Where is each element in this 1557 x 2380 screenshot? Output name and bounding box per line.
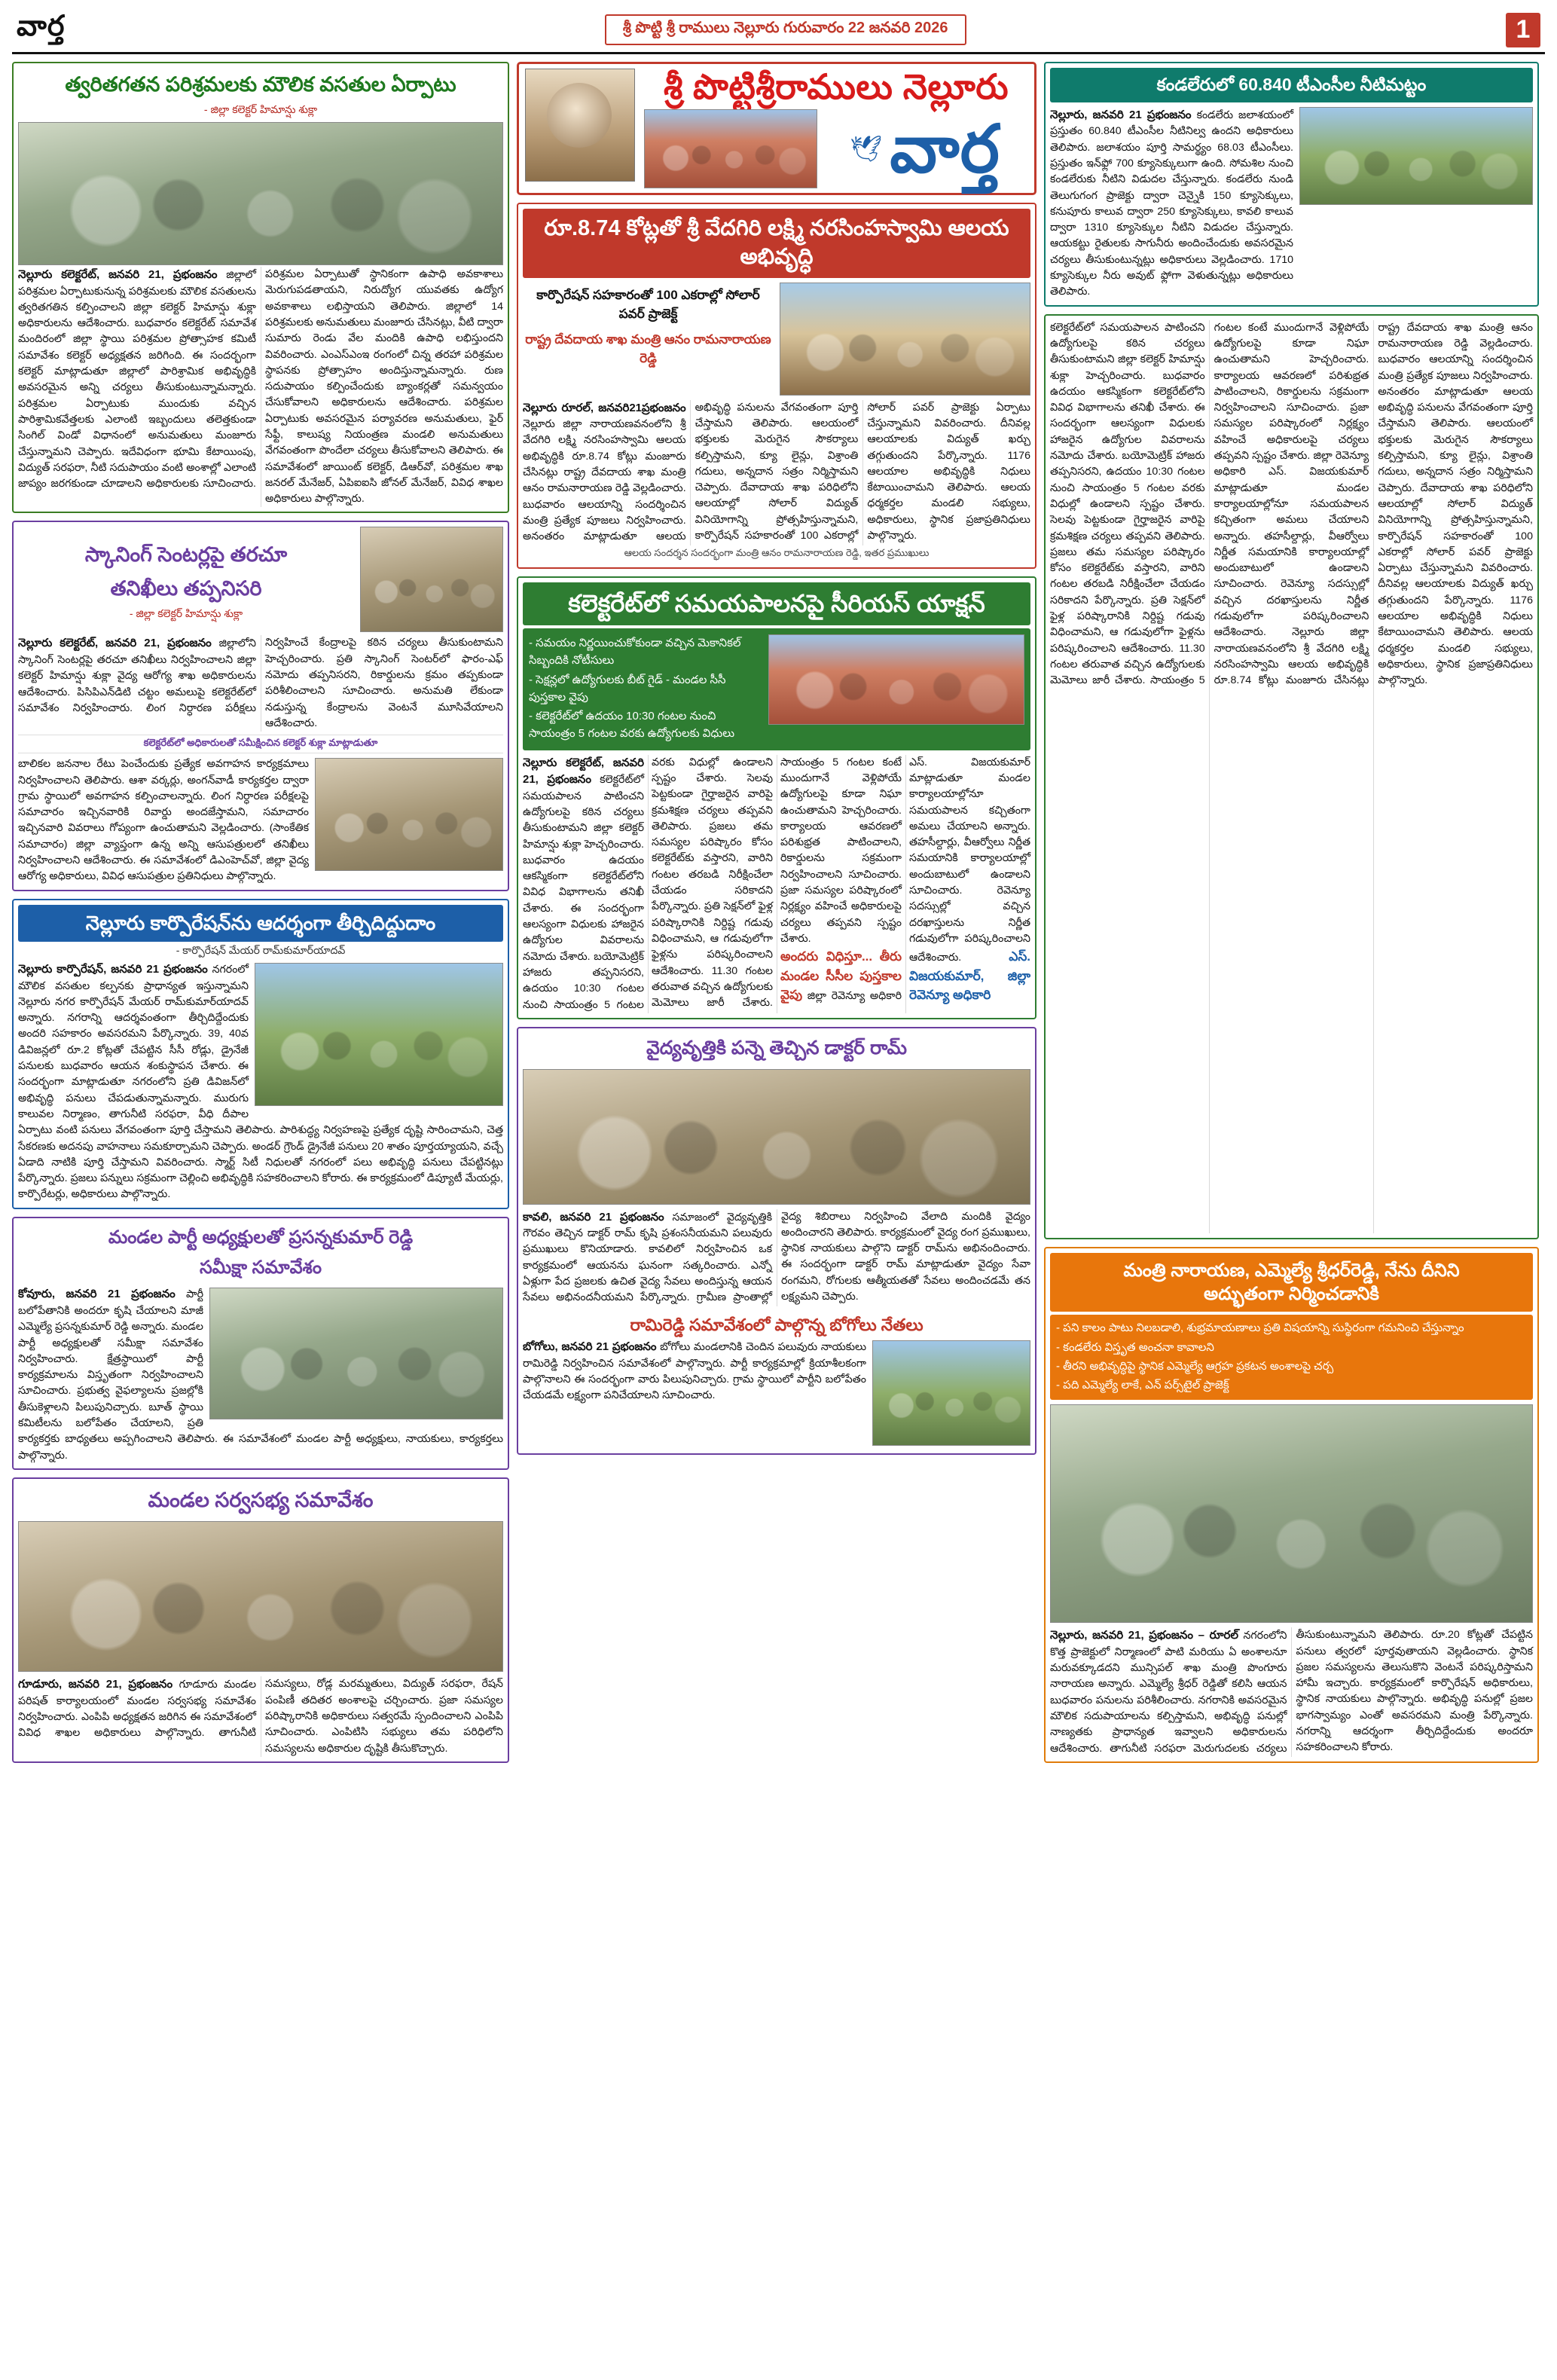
right-continuation-text-2: జిల్లా రెవెన్యూ అధికారి ఎస్. విజయకుమార్ మాట్లాడుతూ మండల కార్యాలయాల్లోనూ సమయపాలన కచ్చితంగా అమలు చేయాలని అన్నారు. తహసీల్దార్లు, వీఆర్వోలు నిర్ణీత సమయానికి కార్యాలయాల్లో అందుబాటులో ఉండాలని సూచించారు. రెవెన్యూ సదస్సుల్లో వచ్చిన దరఖాస్తులను నిర్ణీత గడువులోగా పరిష్కరించాలని ఆదేశించారు. (1214, 450, 1369, 639)
orange-bullet-1: - కండలేరు విస్తృత అంచనా కావాలని (1056, 1340, 1214, 1354)
story3-byline: - కార్పొరేషన్ మేయర్ రామ్‌కుమార్‌యాదవ్ (176, 944, 346, 957)
right-column (1044, 62, 1539, 1763)
banner1-sub2: రాష్ట్ర దేవదాయ శాఖ మంత్రి ఆనం రామనారాయణ రెడ్డి (525, 331, 771, 366)
banner2-bullet-2: - కలెక్టరేట్‌లో ఉదయం 10:30 గంటల నుంచి సాయంత్రం 5 గంటల వరకు ఉద్యోగులకు విధులు (529, 710, 735, 741)
story-doctor-ram (517, 1027, 1036, 1455)
story3-dateline: నెల్లూరు కార్పొరేషన్, జనవరి 21 ప్రభంజనం (18, 963, 208, 976)
story3-body (18, 961, 503, 1203)
story1-dateline: నెల్లూరు కలెక్టరేట్, జనవరి 21, ప్రభంజనం (18, 268, 218, 282)
story2-byline: - జిల్లా కలెక్టర్ హిమాన్షు శుక్లా (129, 607, 243, 620)
story2-text: జిల్లాలోని స్కానింగ్ సెంటర్లపై తరచూ తనిఖీలు నిర్వహించాలని జిల్లా కలెక్టర్ హిమాన్షు శుక్లా వైద్య ఆరోగ్య శాఖ అధికారులను ఆదేశించారు. పిసిపిఎన్‌డిటి చట్టం అమలుపై కలెక్టరేట్‌లో సమావేశం నిర్వహించారు. లింగ నిర్ధారణ పరీక్షలు నిర్వహించే కేంద్రాలపై కఠిన చర్యలు తీసుకుంటామని హెచ్చరించారు. ప్రతి స్కానింగ్ సెంటర్‌లో ఫారం-ఎఫ్ నమోదు తప్పనిసరని, రికార్డులను క్రమం తప్పకుండా పరిశీలించాలని సూచించారు. అనుమతి లేకుండా నడుస్తున్న కేంద్రాలను వెంటనే మూసివేయాలని ఆదేశించారు. (18, 637, 503, 729)
story2-text-3: ఈ సమావేశంలో డిఎంహెచ్‌వో, జిల్లా వైద్య ఆరోగ్య అధికారులు, వివిధ ఆసుపత్రుల ప్రతినిధులు పాల్గొన్నారు. (18, 854, 309, 883)
orange-headline-2: అద్భుతంగా నిర్మించడానికి (1204, 1284, 1379, 1305)
left-column (12, 62, 509, 1763)
banner1-headline: రూ.8.74 కోట్లతో శ్రీ వేదగిరి లక్ష్మి నరసింహస్వామి ఆలయ అభివృద్ధి (523, 209, 1030, 277)
collectorate-building-photo (768, 634, 1024, 725)
right-continuation-text: కలెక్టరేట్‌లో సమయపాలన పాటించని ఉద్యోగులపై కఠిన చర్యలు తీసుకుంటామని జిల్లా కలెక్టర్ హిమాన్షు శుక్లా హెచ్చరించారు. బుధవారం ఉదయం ఆకస్మికంగా కలెక్టరేట్‌లోని వివిధ విభాగాలను తనిఖీ చేశారు. ఈ సందర్భంగా ఆలస్యంగా విధులకు హాజరైన ఉద్యోగుల వివరాలను నమోదు చేశారు. బయోమెట్రిక్ హాజరు తప్పనిసరని, ఉదయం 10:30 గంటల నుంచి సాయంత్రం 5 గంటల వరకు విధుల్లో ఉండాలని స్పష్టం చేశారు. సెలవు పెట్టకుండా గైర్హాజరైన వారిపై క్రమశిక్షణ చర్యలు తప్పవని తెలిపారు. ప్రజలు తమ సమస్యల పరిష్కారం కోసం కలెక్టరేట్‌కు వస్తారని, వారిని గంటల తరబడి నిరీక్షించేలా చేయడం సరికాదని పేర్కొన్నారు. ప్రతి సెక్షన్‌లో ఫైళ్ల పరిష్కారానికి నిర్దిష్ట గడువు విధించామని, ఆ గడువులోగా ఫైళ్లను పరిష్కరించాలని ఆదేశించారు. 11.30 గంటల తరువాత వచ్చిన ఉద్యోగులకు మెమోలు జారీ చేశారు. సాయంత్రం 5 గంటల కంటే ముందుగానే వెళ్లిపోయే ఉద్యోగులపై కూడా నిఘా ఉంచుతామని హెచ్చరించారు. కార్యాలయ ఆవరణలో పరిశుభ్రత పాటించాలని, రికార్డులను సక్రమంగా నిర్వహించాలని సూచించారు. ప్రజా సమస్యల పరిష్కారంలో నిర్లక్ష్యం వహించే అధికారులపై చర్యలు తప్పవని స్పష్టం చేశారు. (1050, 321, 1369, 687)
story3-text: నగరంలో మౌలిక వసతుల కల్పనకు ప్రాధాన్యత ఇస్తున్నామని నెల్లూరు నగర కార్పొరేషన్ మేయర్ రామ్‌కుమార్‌యాదవ్ అన్నారు. నగరాన్ని ఆదర్శవంతంగా తీర్చిదిద్దేందుకు అందరి సహకారం అవసరమని పేర్కొన్నారు. 39, 40వ డివిజన్లలో రూ.2 కోట్లతో చేపట్టిన సీసీ రోడ్లు, డ్రైనేజీ పనులకు బుధవారం ఆయన శంకుస్థాపన చేశారు. ఈ సందర్భంగా మాట్లాడుతూ నగరంలోని ప్రతి డివిజన్‌లో అభివృద్ధి పనులు చేపడుతున్నామన్నారు. మురుగు కాలువల నిర్మాణం, తాగునీటి సరఫరా, వీధి దీపాల ఏర్పాటు వంటి పనులు వేగవంతంగా పూర్తి చేస్తామని తెలిపారు. పారిశుద్ధ్య నిర్వహణపై ప్రత్యేక దృష్టి సారించామని, చెత్త సేకరణకు అదనపు వాహనాలు సమకూర్చామని చెప్పారు. అండర్ గ్రౌండ్ డ్రైనేజీ పనులు 20 శాతం పూర్తయ్యాయని, వచ్చే ఏడాది నాటికి పూర్తి చేస్తామని వివరించారు. స్మార్ట్ సిటీ నిధులతో నగరంలో పలు అభివృద్ధి పనులు చేపట్టినట్లు పేర్కొన్నారు. ప్రజలు పన్నులు సక్రమంగా చెల్లించి అభివృద్ధికి సహకరించాలని కోరారు. ఈ కార్యక్రమంలో డిప్యూటీ మేయర్లు, కార్పొరేటర్లు, అధికారులు పాల్గొన్నారు. (18, 964, 503, 1201)
banner1-body (523, 400, 1030, 545)
banner2-dateline: నెల్లూరు కలెక్టరేట్, జనవరి 21, ప్రభంజనం (523, 756, 644, 787)
officials-meeting-photo (315, 758, 503, 871)
minister-visit-photo (1050, 1404, 1533, 1623)
banner2-text: కలెక్టరేట్‌లో సమయపాలన పాటించని ఉద్యోగులపై కఠిన చర్యలు తీసుకుంటామని జిల్లా కలెక్టర్ హిమాన్షు శుక్లా హెచ్చరించారు. బుధవారం ఉదయం ఆకస్మికంగా కలెక్టరేట్‌లోని వివిధ విభాగాలను తనిఖీ చేశారు. ఈ సందర్భంగా ఆలస్యంగా విధులకు హాజరైన ఉద్యోగుల వివరాలను నమోదు చేశారు. బయోమెట్రిక్ హాజరు తప్పనిసరని, ఉదయం 10:30 గంటల నుంచి సాయంత్రం 5 గంటల వరకు విధుల్లో ఉండాలని స్పష్టం చేశారు. సెలవు పెట్టకుండా గైర్హాజరైన వారిపై క్రమశిక్షణ చర్యలు తప్పవని తెలిపారు. ప్రజలు తమ సమస్యల పరిష్కారం కోసం కలెక్టరేట్‌కు వస్తారని, వారిని గంటల తరబడి నిరీక్షించేలా చేయడం సరికాదని పేర్కొన్నారు. ప్రతి సెక్షన్‌లో ఫైళ్ల పరిష్కారానికి నిర్దిష్ట గడువు విధించామని, ఆ గడువులోగా ఫైళ్లను పరిష్కరించాలని ఆదేశించారు. 11.30 గంటల తరువాత వచ్చిన ఉద్యోగులకు మెమోలు జారీ చేశారు. సాయంత్రం 5 గంటల కంటే ముందుగానే వెళ్లిపోయే ఉద్యోగులపై కూడా నిఘా ఉంచుతామని హెచ్చరించారు. కార్యాలయ ఆవరణలో పరిశుభ్రత పాటించాలని, రికార్డులను సక్రమంగా నిర్వహించాలని సూచించారు. ప్రజా సమస్యల పరిష్కారంలో నిర్లక్ష్యం వహించే అధికారులపై చర్యలు తప్పవని స్పష్టం చేశారు. (523, 756, 902, 1011)
story-corporation-model (12, 899, 509, 1209)
banner1-dateline: నెల్లూరు రూరల్, జనవరి21ప్రభంజనం (523, 401, 686, 414)
bottom-center-sub-dateline: బోగోలు, జనవరి 21 ప్రభంజనం (523, 1340, 657, 1354)
main-nameplate (517, 62, 1036, 195)
orange-bullet-0: - పని కాలం పాటు నిలబడాలి, శుభ్రమాయణాలు ప్రతి విషయాన్ని సుస్థిరంగా గమనించి చేస్తున్నాం (1056, 1321, 1464, 1335)
banner2-subheading-1: అందరు విధిస్తూ... (780, 949, 873, 964)
right-continuation-block (1044, 314, 1539, 1239)
collector-portrait-photo (360, 527, 503, 632)
story2-caption-strip: కలెక్టరేట్‌లో అధికారులతో సమీక్షించిన కలెక్టర్ శుక్లా మాట్లాడుతూ (18, 735, 503, 753)
masthead-topbar (12, 11, 1545, 54)
masthead-date: శ్రీ పొట్టి శ్రీ రాములు నెల్లూరు గురువారం 22 జనవరి 2026 (605, 14, 966, 45)
water-dateline: నెల్లూరు, జనవరి 21 ప్రభంజనం (1050, 108, 1192, 121)
story2-headline-1: స్కానింగ్ సెంటర్లపై తరచూ (84, 543, 288, 567)
bottom-center-sub-text: బోగోలు మండలానికి చెందిన పలువురు నాయకులు రామిరెడ్డి నిర్వహించిన సమావేశంలో పాల్గొన్నారు. పార్టీ కార్యక్రమాల్లో క్రియాశీలకంగా పాల్గొనాలని ఈ సందర్భంగా వారు పిలుపునిచ్చారు. గ్రామ స్థాయిలో పార్టీని బలోపేతం చేయడమే లక్ష్యంగా పనిచేయాలని సూచించారు. (523, 1341, 866, 1402)
story2-body (18, 635, 503, 732)
bottom-center-sub-body (523, 1339, 1030, 1404)
story4-dateline: కోవూరు, జనవరి 21 ప్రభంజనం (18, 1288, 176, 1301)
banner1-caption: ఆలయ సందర్శన సందర్భంగా మంత్రి ఆనం రామనారాయణ రెడ్డి, ఇతర ప్రముఖులు (624, 546, 930, 558)
banner1-text: నెల్లూరు జిల్లా నారాయణవనంలోని శ్రీ వేదగిరి లక్ష్మి నరసింహస్వామి ఆలయ అభివృద్ధికి రూ.8.74 కోట్లు మంజూరు చేసినట్లు రాష్ట్ర దేవదాయ శాఖ మంత్రి ఆనం రామనారాయణ రెడ్డి వెల్లడించారు. బుధవారం ఆలయాన్ని సందర్శించిన మంత్రి ప్రత్యేక పూజలు నిర్వహించారు. అనంతరం మాట్లాడుతూ ఆలయ అభివృద్ధి పనులను వేగవంతంగా పూర్తి చేస్తామని తెలిపారు. ఆలయంలో భక్తులకు మెరుగైన సౌకర్యాలు కల్పిస్తామని, క్యూ లైన్లు, విశ్రాంతి గదులు, అన్నదాన సత్రం నిర్మిస్తామని చెప్పారు. దేవాదాయ శాఖ పరిధిలోని ఆలయాల్లో సోలార్ విద్యుత్ వినియోగాన్ని ప్రోత్సహిస్తున్నామని, కార్పొరేషన్ సహకారంతో 100 ఎకరాల్లో సోలార్ పవర్ ప్రాజెక్టు ఏర్పాటు చేస్తున్నామని వివరించారు. దీనివల్ల ఆలయాలకు విద్యుత్ ఖర్చు తగ్గుతుందని పేర్కొన్నారు. 1176 ఆలయాల అభివృద్ధికి నిధులు కేటాయించామని తెలిపారు. ఆలయ ధర్మకర్తల మండలి సభ్యులు, అధికారులు, స్థానిక ప్రజాప్రతినిధులు పాల్గొన్నారు. (523, 401, 1030, 543)
orange-bullet-3: - పది ఎమ్మెల్యే లాకే, ఎన్ పర్స్‌టైల్ ప్రాజెక్ట్ (1056, 1379, 1229, 1392)
bottom-center-sub-headline: రామిరెడ్డి సమావేశంలో పాల్గొన్న బోగోలు నేతలు (630, 1315, 924, 1334)
orange-text: నగరంలోని కొత్త ప్రాజెక్టులో నిర్మాణంలో పాటి మరియు ఏ అంశాలనూ మరువక్కూడదని మున్సిపల్ శాఖ మంత్రి పొంగూరు నారాయణ అన్నారు. ఎమ్మెల్యే శ్రీధర్ రెడ్డితో కలిసి ఆయన బుధవారం పనులను పరిశీలించారు. నగరానికి అవసరమైన మౌలిక సదుపాయాలను కల్పిస్తామని, అభివృద్ధి పనుల్లో నాణ్యతకు ప్రాధాన్యత ఇవ్వాలని అధికారులను ఆదేశించారు. తాగునీటి సరఫరా మెరుగుదలకు చర్యలు తీసుకుంటున్నామని తెలిపారు. రూ.20 కోట్లతో చేపట్టిన పనులు త్వరలో పూర్తవుతాయని వెల్లడించారు. స్థానిక ప్రజల సమస్యలను తెలుసుకొని వెంటనే పరిష్కరిస్తామని హామీ ఇచ్చారు. కార్యక్రమంలో కార్పొరేషన్ అధికారులు, స్థానిక నాయకులు పాల్గొన్నారు. అభివృద్ధి పనుల్లో ప్రజల భాగస్వామ్యం ఎంతో అవసరమని మంత్రి పేర్కొన్నారు. నగరాన్ని ఆదర్శంగా తీర్చిదిద్దేందుకు అందరూ సహకరించాలని కోరారు. (1050, 1629, 1533, 1755)
story-mandal-general-assembly (12, 1477, 509, 1763)
page-grid (12, 62, 1545, 1763)
story1-headline: త్వరితగతన పరిశ్రమలకు మౌలిక వసతుల ఏర్పాటు (65, 73, 456, 96)
award-ceremony-photo (523, 1069, 1030, 1205)
banner2-body (523, 755, 1030, 1013)
right-continuation-body (1050, 320, 1533, 1233)
story2-body-2 (18, 756, 503, 884)
page-number: 1 (1506, 13, 1540, 47)
party-meeting-photo (209, 1288, 503, 1419)
story1-byline: - జిల్లా కలెక్టర్ హిమాన్షు శుక్లా (203, 103, 318, 116)
story4-text: పార్టీ బలోపేతానికి అందరూ కృషి చేయాలని మాజీ ఎమ్మెల్యే ప్రసన్నకుమార్ రెడ్డి అన్నారు. మండల పార్టీ అధ్యక్షులతో సమీక్షా సమావేశం నిర్వహించారు. క్షేత్రస్థాయిలో పార్టీ కార్యక్రమాలను విస్తృతంగా నిర్వహించాలని సూచించారు. ప్రభుత్వ వైఫల్యాలను ప్రజల్లోకి తీసుకెళ్లాలని పిలుపునిచ్చారు. బూత్ స్థాయి కమిటీలను బలోపేతం చేయాలని, ప్రతి కార్యకర్తకు బాధ్యతలు అప్పగించాలని తెలిపారు. ఈ సమావేశంలో మండల పార్టీ అధ్యక్షులు, నాయకులు, కార్యకర్తలు పాల్గొన్నారు. (18, 1288, 503, 1462)
story2-dateline: నెల్లూరు కలెక్టరేట్, జనవరి 21, ప్రభంజనం (18, 637, 212, 650)
orange-headline-1: మంత్రి నారాయణ, ఎమ్మెల్యే శ్రీధర్‌రెడ్డి, నేను దీనిని (1123, 1260, 1460, 1281)
story2-headline-2: తనిఖీలు తప్పనిసరి (110, 576, 262, 600)
banner2-bullet-1: - సెక్షన్లలో ఉద్యోగులకు బీట్ గైడ్ - మండల సీసీ పుస్తకాల వైపు (529, 673, 726, 704)
banner2-bullet-0: - సమయం నిర్ణయించుకోకుండా వచ్చిన మెకానికల్ సిబ్బందికి నోటీసులు (529, 637, 741, 668)
orange-bullets (1056, 1319, 1527, 1394)
story-temple-development (517, 203, 1036, 568)
story1-text: జిల్లాలో పరిశ్రమల ఏర్పాటుకునున్న పరిశ్రమలకు మౌలిక వసతులను త్వరితగతిన కల్పించాలని జిల్లా కలెక్టర్ హిమాన్షు శుక్లా అధికారులను ఆదేశించారు. బుధవారం కలెక్టరేట్ సమావేశ మందిరంలో జిల్లా స్థాయి పరిశ్రమల ప్రోత్సాహక కమిటీ సమావేశం కలెక్టర్ అధ్యక్షతన జరిగింది. ఈ సందర్భంగా కలెక్టర్ మాట్లాడుతూ జిల్లాలో పారిశ్రామిక అభివృద్ధికి అవసరమైన అన్ని చర్యలు తీసుకుంటున్నామన్నారు. పరిశ్రమల ఏర్పాటుకు ముందుకు వచ్చిన పారిశ్రామికవేత్తలకు ఎలాంటి ఇబ్బందులు తలెత్తకుండా సింగిల్ విండో విధానంలో అనుమతులు మంజూరు చేస్తున్నామని చెప్పారు. ఇదేవిధంగా భూమి కేటాయింపు, విద్యుత్ సరఫరా, నీటి సదుపాయం వంటి అంశాల్లో ఎలాంటి జాప్యం జరగకుండా చూడాలని అధికారులకు సూచించారు. పరిశ్రమల ఏర్పాటుతో స్థానికంగా ఉపాధి అవకాశాలు మెరుగుపడతాయని, నిరుద్యోగ యువతకు ఉద్యోగ అవకాశాలు లభిస్తాయని తెలిపారు. జిల్లాలో 14 పరిశ్రమలకు అనుమతులు మంజూరు చేసినట్లు, వీటి ద్వారా సుమారు రెండు వేల మందికి ఉపాధి లభిస్తుందని వివరించారు. ఎంఎస్ఎంఇ రంగంలో చిన్న తరహా పరిశ్రమల స్థాపనకు ప్రోత్సాహం అందిస్తున్నామన్నారు. రుణ సదుపాయం కల్పించేందుకు బ్యాంకర్లతో సమన్వయం చేసుకోవాలని అధికారులను ఆదేశించారు. పరిశ్రమల ఏర్పాటుకు అవసరమైన పర్యావరణ అనుమతులు, ఫైర్ సేఫ్టీ, కాలుష్య నియంత్రణ మండలి అనుమతులు వేగవంతంగా పొందేలా చర్యలు తీసుకోవాలని తెలిపారు. ఈ సమావేశంలో జాయింట్ కలెక్టర్, డిఆర్‌వో, పరిశ్రమల శాఖ జనరల్ మేనేజర్, ఏపిఐఐసి జోనల్ మేనేజర్, వివిధ శాఖల అధికారులు పాల్గొన్నారు. (18, 268, 503, 506)
nameplate-word: వార్త (890, 112, 1000, 186)
right-continuation-text-3: నెల్లూరు జిల్లా నారాయణవనంలోని శ్రీ వేదగిరి లక్ష్మి నరసింహస్వామి ఆలయ అభివృద్ధికి రూ.8.74 కోట్లు మంజూరు చేసినట్లు రాష్ట్ర దేవదాయ శాఖ మంత్రి ఆనం రామనారాయణ రెడ్డి వెల్లడించారు. బుధవారం ఆలయాన్ని సందర్శించిన మంత్రి ప్రత్యేక పూజలు నిర్వహించారు. అనంతరం మాట్లాడుతూ ఆలయ అభివృద్ధి పనులను వేగవంతంగా పూర్తి చేస్తామని తెలిపారు. ఆలయంలో భక్తులకు మెరుగైన సౌకర్యాలు కల్పిస్తామని, క్యూ లైన్లు, విశ్రాంతి గదులు, అన్నదాన సత్రం నిర్మిస్తామని చెప్పారు. దేవాదాయ శాఖ పరిధిలోని ఆలయాల్లో సోలార్ విద్యుత్ వినియోగాన్ని ప్రోత్సహిస్తున్నామని, కార్పొరేషన్ సహకారంతో 100 ఎకరాల్లో సోలార్ పవర్ ప్రాజెక్టు ఏర్పాటు చేస్తున్నామని వివరించారు. దీనివల్ల ఆలయాలకు విద్యుత్ ఖర్చు తగ్గుతుందని పేర్కొన్నారు. 1176 ఆలయాల అభివృద్ధికి నిధులు కేటాయించామని తెలిపారు. ఆలయ ధర్మకర్తల మండలి సభ్యులు, అధికారులు, స్థానిక ప్రజాప్రతినిధులు పాల్గొన్నారు. (1214, 321, 1533, 687)
bottom-center-headline: వైద్యవృత్తికి పన్నె తెచ్చిన డాక్టర్ రామ్ (646, 1037, 907, 1059)
water-headline: కండలేరులో 60.840 టీఎంసీల నీటిమట్టం (1050, 68, 1533, 102)
story3-headline: నెల్లూరు కార్పొరేషన్‌ను ఆదర్శంగా తీర్చిదిద్దుదాం (18, 905, 503, 943)
story4-body (18, 1286, 503, 1463)
nameplate-title: శ్రీ పొట్టిశ్రీరాములు నెల్లూరు (663, 67, 1009, 106)
banner2-text-2: జిల్లా రెవెన్యూ అధికారి ఎస్. విజయకుమార్ మాట్లాడుతూ మండల కార్యాలయాల్లోనూ సమయపాలన కచ్చితంగా అమలు చేయాలని అన్నారు. తహసీల్దార్లు, వీఆర్వోలు నిర్ణీత సమయానికి కార్యాలయాల్లో అందుబాటులో ఉండాలని సూచించారు. రెవెన్యూ సదస్సుల్లో వచ్చిన దరఖాస్తులను నిర్ణీత గడువులోగా పరిష్కరించాలని ఆదేశించారు. (807, 756, 1030, 1003)
reservoir-photo (1299, 107, 1533, 205)
mandal-assembly-photo (18, 1521, 503, 1672)
banner2-bullets (529, 634, 762, 744)
story5-text: గూడూరు మండల పరిషత్ కార్యాలయంలో మండల సర్వసభ్య సమావేశం నిర్వహించారు. ఎంపిపి అధ్యక్షతన జరిగిన ఈ సమావేశంలో వివిధ శాఖల అధికారులు పాల్గొన్నారు. తాగునీటి సమస్యలు, రోడ్ల మరమ్మతులు, విద్యుత్ సరఫరా, రేషన్ పంపిణీ తదితర అంశాలపై చర్చించారు. ప్రజా సమస్యల పరిష్కారానికి అధికారులు సత్వరమే స్పందించాలని ఎంపిపి సూచించారు. ఎంపిటిసి సభ్యులు తమ పరిధిలోని సమస్యలను అధికారుల దృష్టికి తీసుకొచ్చారు. (18, 1678, 503, 1755)
story5-body (18, 1676, 503, 1756)
orange-body (1050, 1627, 1533, 1757)
story-scanning-centres (12, 521, 509, 891)
story-minister-narayana (1044, 1247, 1539, 1763)
story-party-review-meeting (12, 1217, 509, 1470)
story-collectorate-punctuality (517, 576, 1036, 1019)
banner2-subheading-2: తీరు మండల సీసీల పుస్తకాల వైపు (780, 949, 902, 1003)
water-text: కండలేరు జలాశయంలో ప్రస్తుతం 60.840 టీఎంసీల నీటినిల్వ ఉందని అధికారులు తెలిపారు. జలాశయం పూర్తి సామర్థ్యం 68.03 టీఎంసీలు. ప్రస్తుతం ఇన్‌ఫ్లో 700 క్యూసెక్కులుగా ఉంది. సోమశిల నుంచి కండలేరుకు నీటిని విడుదల చేస్తున్నారు. కండలేరు నుండి తెలుగుగంగ ప్రాజెక్టు ద్వారా చెన్నైకి 150 క్యూసెక్కులు, కనుపూరు కాలువ ద్వారా 250 క్యూసెక్కులు, కావలి కాలువ ద్వారా 1310 క్యూసెక్కుల నీటిని విడుదల చేస్తున్నారు. ఆయకట్టు రైతులకు సాగునీరు అందించేందుకు అవసరమైన చర్యలు తీసుకుంటున్నట్లు అధికారులు వెల్లడించారు. 1710 క్యూసెక్కుల నీరు అవుట్ ఫ్లోగా వెళుతున్నట్లు అధికారులు తెలిపారు. (1050, 108, 1293, 298)
nameplate-landmark-photo (644, 109, 817, 188)
temple-officials-photo (780, 283, 1030, 396)
story2-text-2: బాలికల జననాల రేటు పెంచేందుకు ప్రత్యేక అవగాహన కార్యక్రమాలు నిర్వహించాలని తెలిపారు. ఆశా వర్కర్లు, అంగన్‌వాడీ కార్యకర్తల ద్వారా గ్రామ స్థాయిలో అవగాహన కల్పించాలన్నారు. లింగ నిర్ధారణ పరీక్షలపై సమాచారం ఇచ్చినవారికి రివార్డు అందజేస్తామని, సమాచారం ఇచ్చినవారి వివరాలు గోప్యంగా ఉంచుతామని వెల్లడించారు. (సాంకేతిక సమాచారం) జిల్లా వ్యాప్తంగా ఉన్న అన్ని ఆసుపత్రులలో తనిఖీలు నిర్వహించాలని ఆదేశించారు. (18, 758, 309, 867)
orange-bullet-2: - తీరని అభివృద్ధిపై స్థానిక ఎమ్మెల్యే ఆగ్రహ ప్రకటన అంశాలపై చర్చ (1056, 1359, 1334, 1373)
story1-body (18, 267, 503, 507)
story-industries-infrastructure (12, 62, 509, 513)
story4-headline-2: సమీక్షా సమావేశం (199, 1257, 322, 1279)
banner2-headline: కలెక్టరేట్‌లో సమయపాలనపై సీరియస్ యాక్షన్ (523, 582, 1030, 626)
story4-headline-1: మండల పార్టీ అధ్యక్షులతో ప్రసన్నకుమార్ రెడ్డి (108, 1227, 414, 1248)
meeting-photo (18, 122, 503, 265)
bottom-center-body (523, 1209, 1030, 1306)
banner2-subheading-3: ఎస్. విజయకుమార్, జిల్లా రెవెన్యూ అధికారి (909, 949, 1030, 1003)
bottom-center-dateline: కావలి, జనవరి 21 ప్రభంజనం (523, 1210, 664, 1224)
center-column (517, 62, 1036, 1763)
leaders-gathering-photo (872, 1340, 1030, 1446)
story-kandaleru-water-level (1044, 62, 1539, 307)
bottom-center-text: సమాజంలో వైద్యవృత్తికి గౌరవం తెచ్చిన డాక్టర్ రామ్ కృషి ప్రశంసనీయమని పలువురు ప్రముఖులు కొనియాడారు. కావలిలో నిర్వహించిన ఒక కార్యక్రమంలో ఆయనను ఘనంగా సత్కరించారు. ఎన్నో ఏళ్లుగా పేద ప్రజలకు ఉచిత వైద్య సేవలు అందిస్తున్న ఆయన సేవలు అభినందనీయమని పేర్కొన్నారు. గ్రామీణ ప్రాంతాల్లో వైద్య శిబిరాలు నిర్వహించి వేలాది మందికి వైద్యం అందించారని తెలిపారు. కార్యక్రమంలో వైద్య రంగ ప్రముఖులు, స్థానిక నాయకులు పాల్గొని డాక్టర్ రామ్‌ను అభినందించారు. ఈ సందర్భంగా డాక్టర్ రామ్ మాట్లాడుతూ వైద్యం సేవా రంగమని, రోగులకు ఆత్మీయతతో సేవలు అందించడమే తన లక్ష్యమని చెప్పారు. (523, 1210, 1030, 1304)
masthead-logo: వార్త (17, 10, 66, 42)
dove-icon: 🕊 (850, 134, 883, 163)
story5-dateline: గూడూరు, జనవరి 21, ప్రభంజనం (18, 1678, 173, 1691)
potti-sriramulu-portrait (525, 69, 635, 182)
orange-dateline: నెల్లూరు, జనవరి 21, ప్రభంజనం – రూరల్ (1050, 1629, 1239, 1642)
story5-headline: మండల సర్వసభ్య సమావేశం (148, 1488, 374, 1511)
banner1-sub1: కార్పొరేషన్ సహకారంతో 100 ఎకరాల్లో సోలార్ పవర్ ప్రాజెక్ట్ (536, 287, 760, 322)
road-works-photo (255, 963, 503, 1106)
water-body (1050, 107, 1293, 301)
